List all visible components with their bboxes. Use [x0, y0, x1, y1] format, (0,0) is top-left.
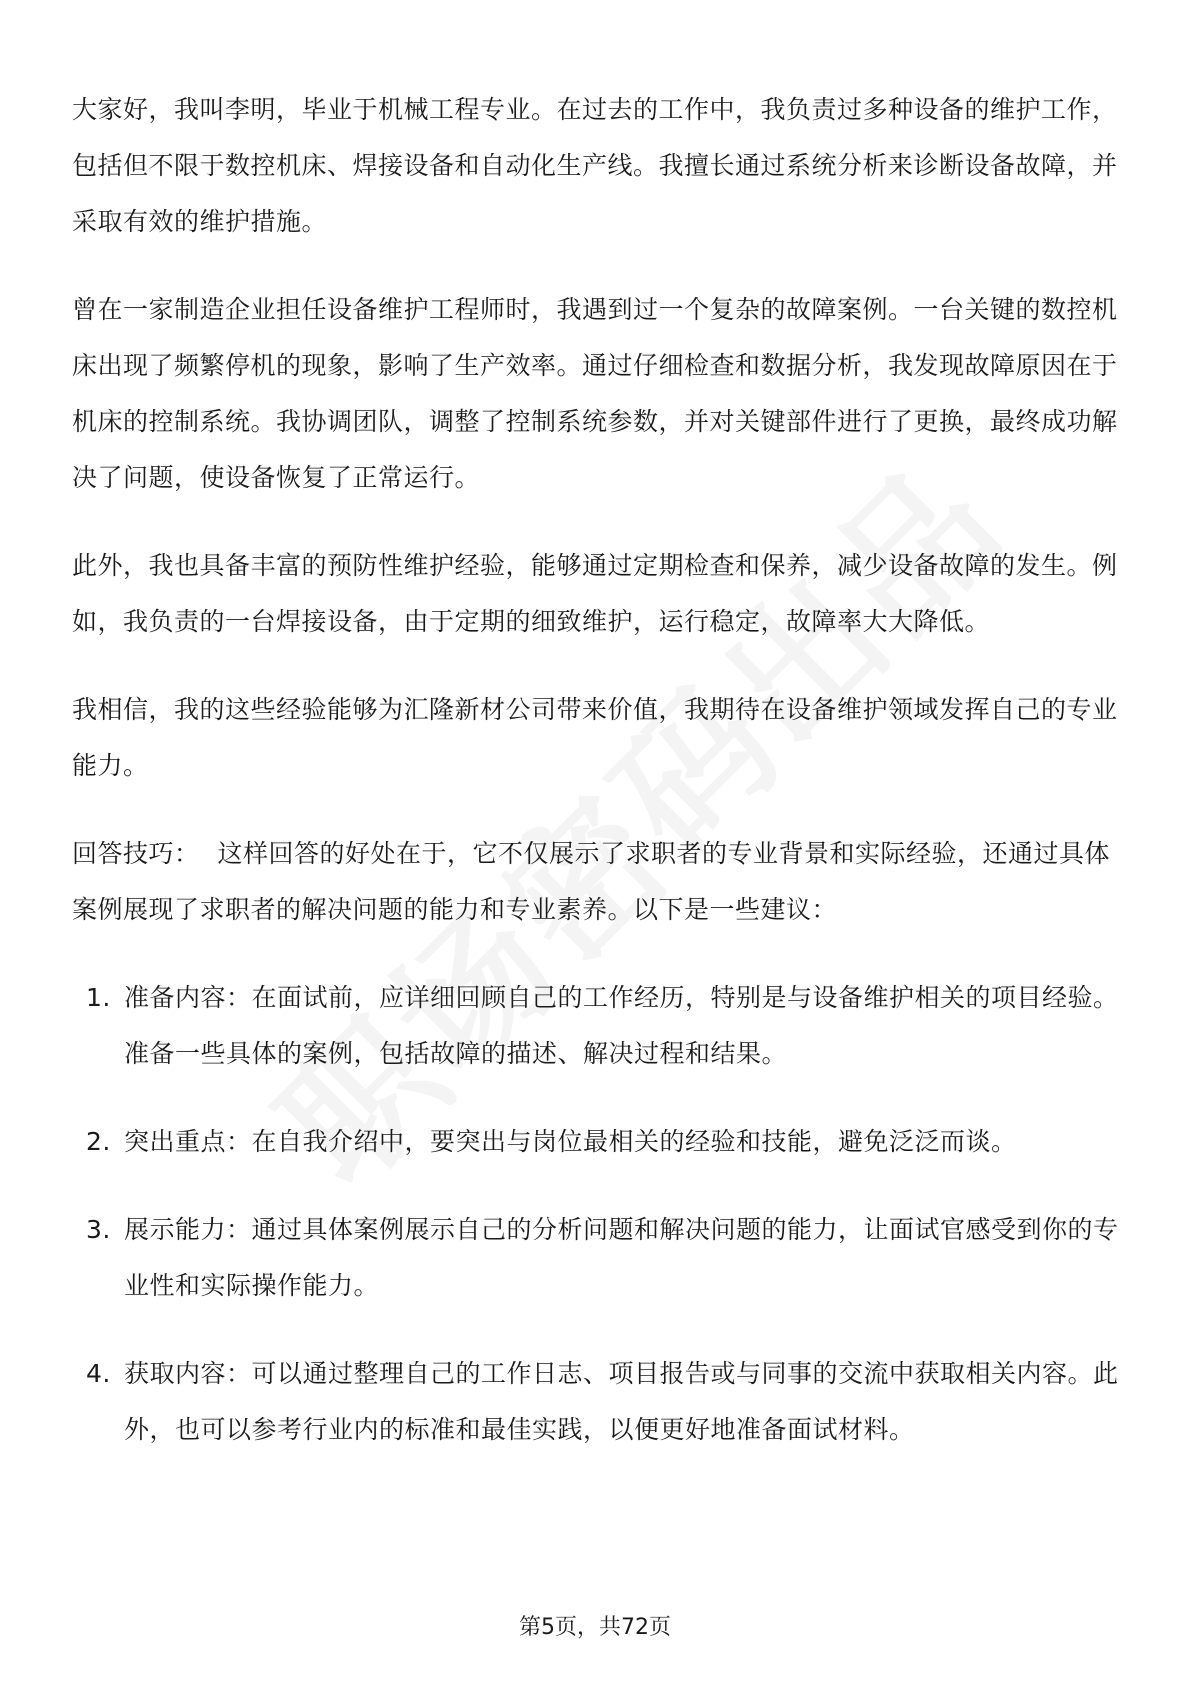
- paragraph-case: 曾在一家制造企业担任设备维护工程师时，我遇到过一个复杂的故障案例。一台关键的数控机床出现了频繁停机的现象，影响了生产效率。通过仔细检查和数据分析，我发现故障原因在于机床的控制系统。我协调团队，调整了控制系统参数，并对关键部件进行了更换，最终成功解决了问题，使设备恢复了正常运行。: [72, 295, 1118, 492]
- suggestion-text: 突出重点：在自我介绍中，要突出与岗位最相关的经验和技能，避免泛泛而谈。: [124, 1127, 1017, 1156]
- suggestion-item: [72, 1202, 1122, 1314]
- paragraph-intro: 大家好，我叫李明，毕业于机械工程专业。在过去的工作中，我负责过多种设备的维护工作，包括但不限于数控机床、焊接设备和自动化生产线。我擅长通过系统分析来诊断设备故障，并采取有效的维护措施。: [72, 95, 1118, 236]
- answer-tips-text: 这样回答的好处在于，它不仅展示了求职者的专业背景和实际经验，还通过具体案例展现了求职者的解决问题的能力和专业素养。以下是一些建议：: [72, 839, 1111, 924]
- suggestion-list: [72, 970, 1122, 1458]
- suggestion-item: [72, 1346, 1122, 1458]
- suggestion-number: 1.: [86, 983, 111, 1012]
- suggestion-number: 4.: [86, 1359, 111, 1388]
- suggestion-item: [72, 1114, 1122, 1170]
- paragraph-preventive: 此外，我也具备丰富的预防性维护经验，能够通过定期检查和保养，减少设备故障的发生。例如，我负责的一台焊接设备，由于定期的细致维护，运行稳定，故障率大大降低。: [72, 551, 1118, 636]
- suggestion-number: 2.: [86, 1127, 111, 1156]
- paragraph-closing: 我相信，我的这些经验能够为汇隆新材公司带来价值，我期待在设备维护领域发挥自己的专业能力。: [72, 695, 1118, 780]
- suggestion-text: 获取内容：可以通过整理自己的工作日志、项目报告或与同事的交流中获取相关内容。此外，也可以参考行业内的标准和最佳实践，以便更好地准备面试材料。: [124, 1359, 1119, 1444]
- page-number-footer: 第5页，共72页: [519, 1615, 671, 1640]
- answer-tips-label: 回答技巧：: [72, 839, 200, 868]
- suggestion-number: 3.: [86, 1215, 111, 1244]
- suggestion-item: [72, 970, 1122, 1082]
- document-body: [72, 82, 1122, 1490]
- answer-tips: [72, 826, 1122, 938]
- suggestion-text: 准备内容：在面试前，应详细回顾自己的工作经历，特别是与设备维护相关的项目经验。准备一些具体的案例，包括故障的描述、解决过程和结果。: [124, 983, 1119, 1068]
- suggestion-text: 展示能力：通过具体案例展示自己的分析问题和解决问题的能力，让面试官感受到你的专业性和实际操作能力。: [124, 1215, 1119, 1300]
